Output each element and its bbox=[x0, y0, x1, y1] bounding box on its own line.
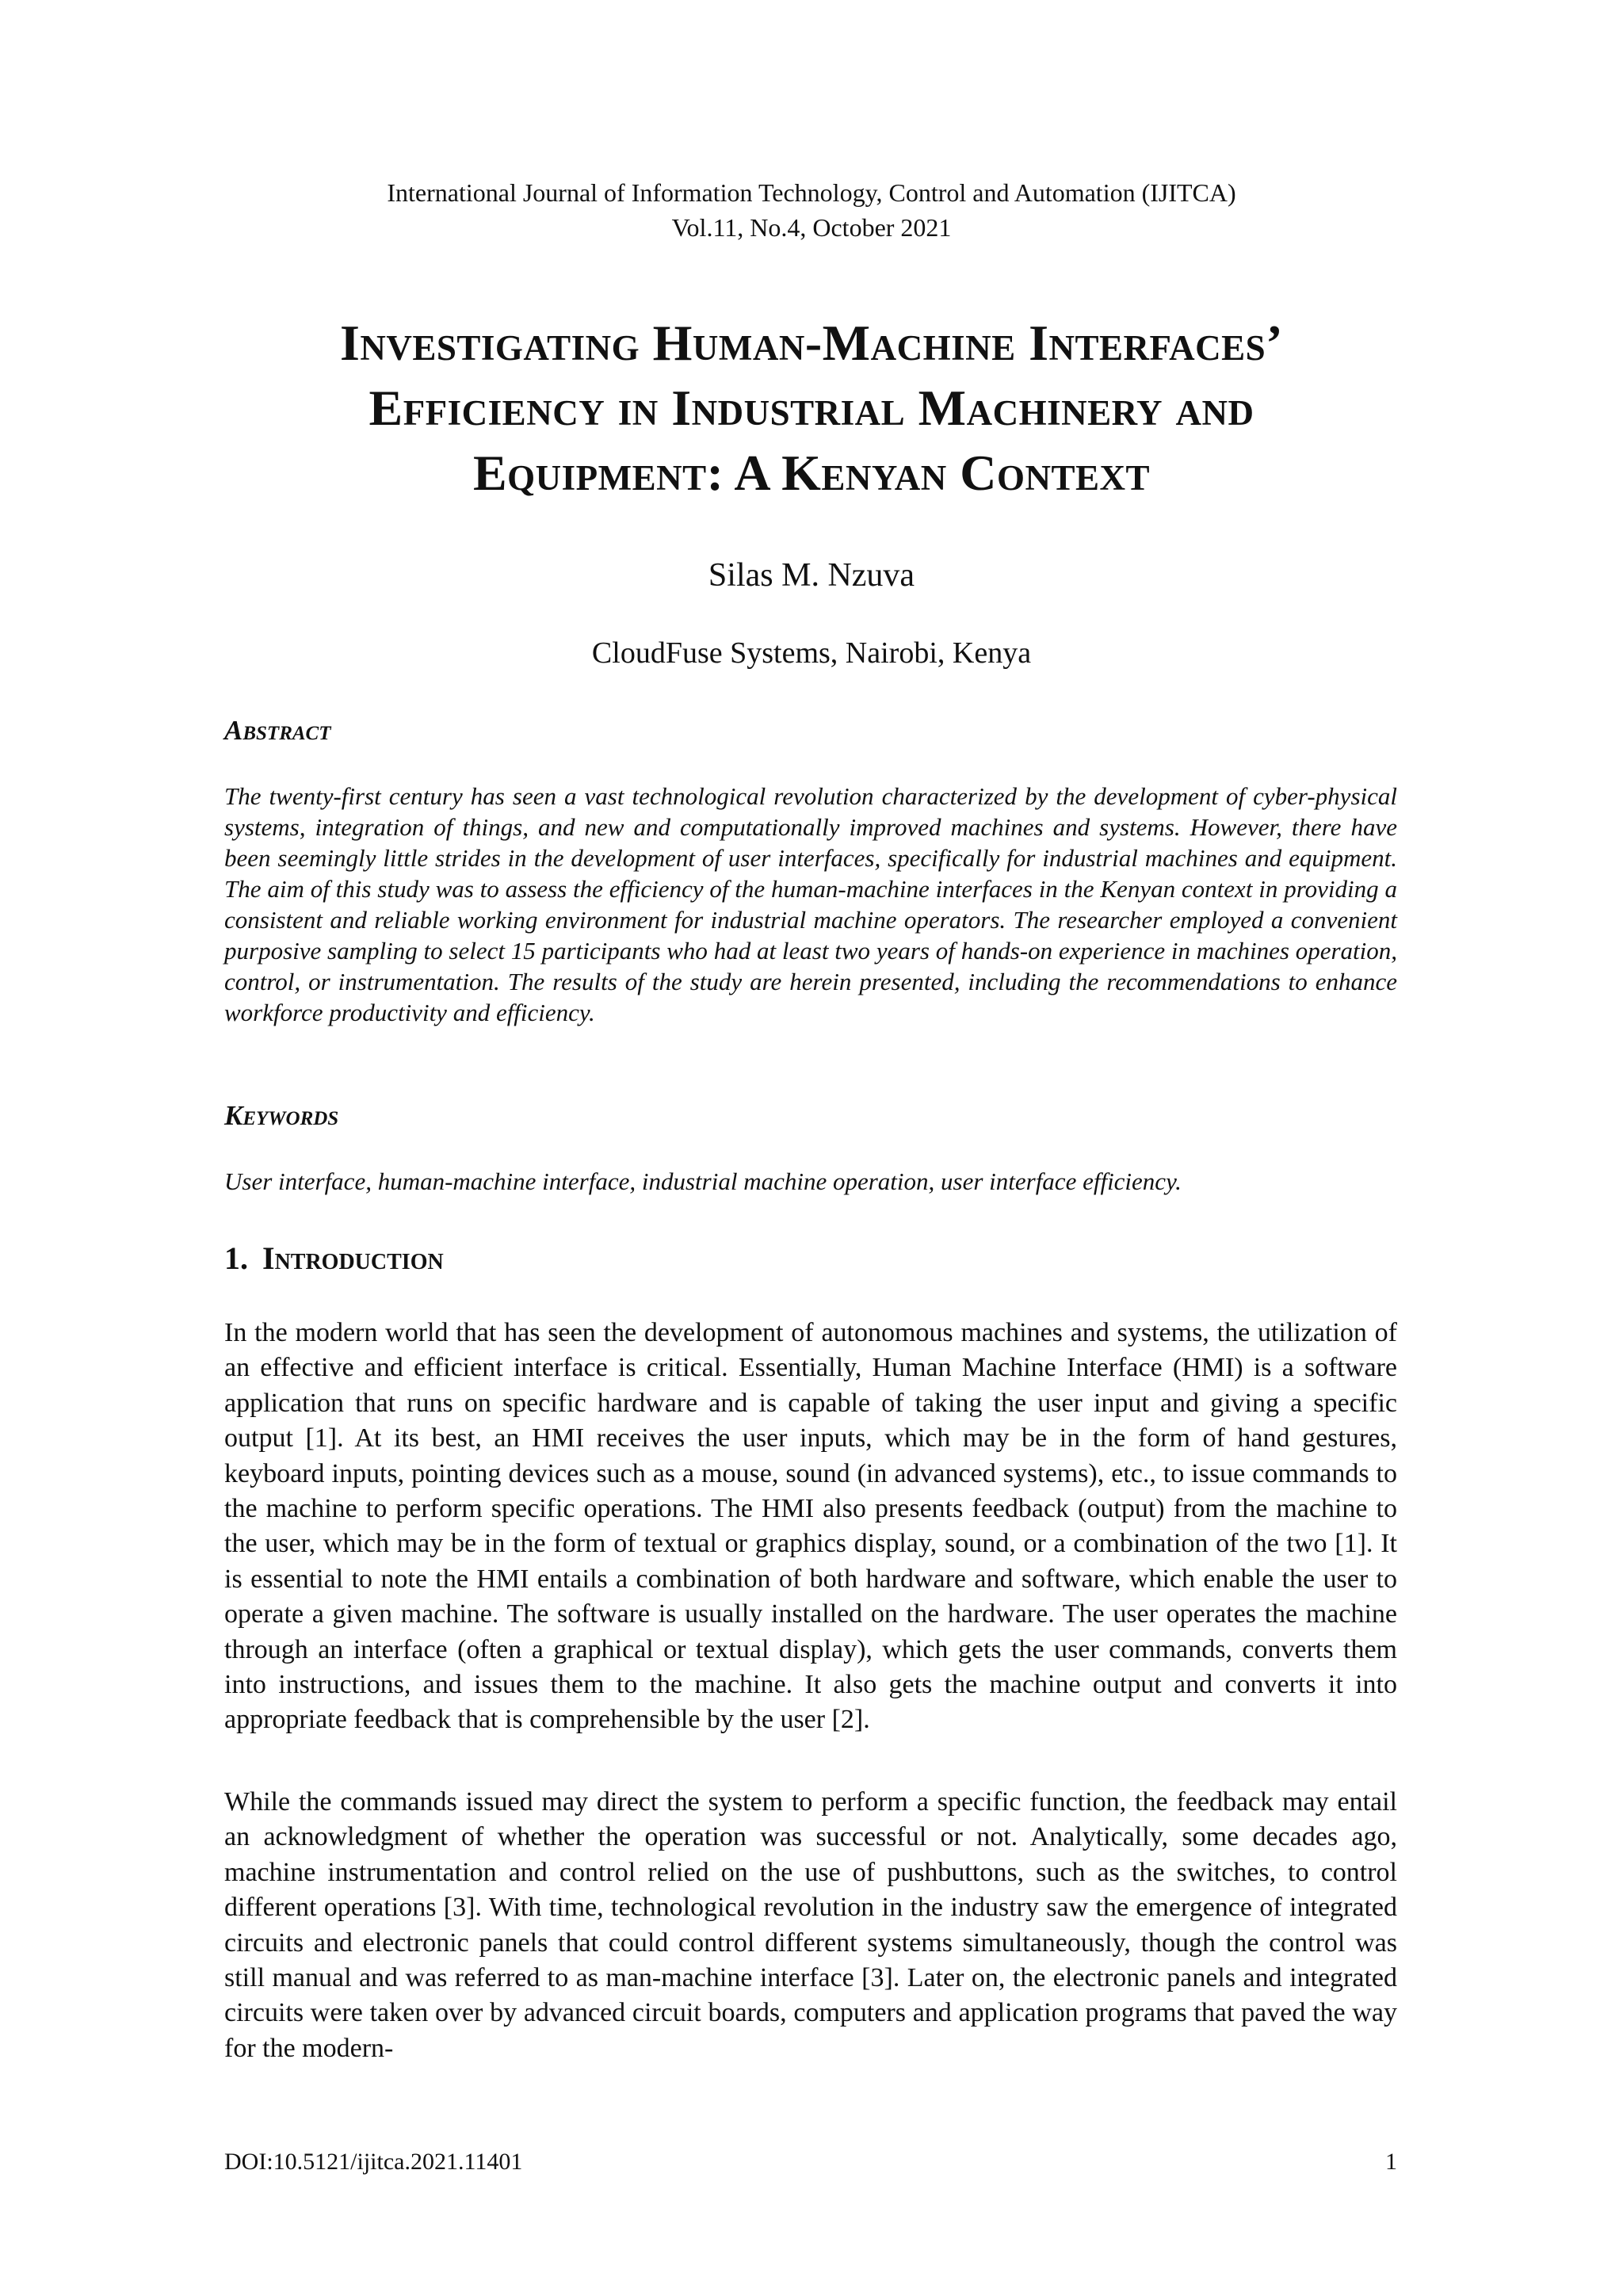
abstract-text: The twenty-first century has seen a vast technological revolution characterized by the development of cyber-physical systems, integration of things, and new and computationally improved machines and systems. However, there have been seemingly little strides in the development of user interfaces, specifically for industrial machines and equipment. The aim of this study was to assess the efficiency of the human-machine interfaces in the Kenyan context in providing a consistent and reliable working environment for industrial machine operators. The researcher employed a convenient purposive sampling to select 15 participants who had at least two years of hands-on experience in machines operation, control, or instrumentation. The results of the study are herein presented, including the recommendations to enhance workforce productivity and efficiency. bbox=[224, 782, 1397, 1026]
title-line-2: Efficiency in Industrial Machinery and bbox=[369, 380, 1254, 436]
author-name: Silas M. Nzuva bbox=[708, 557, 915, 594]
footer-doi: DOI:10.5121/ijitca.2021.11401 bbox=[224, 2149, 523, 2175]
paper-title bbox=[127, 311, 1496, 506]
body-paragraph-1: In the modern world that has seen the development of autonomous machines and systems, the utilization of an effective and efficient interface is critical. Essentially, Human Machine Interface (HMI) is a software application that runs on specific hardware and is capable of taking the user input and giving a specific output [1]. At its best, an HMI receives the user inputs, which may be in the form of hand gestures, keyboard inputs, pointing devices such as a mouse, sound (in advanced systems), etc., to issue commands to the machine to perform specific operations. The HMI also presents feedback (output) from the machine to the user, which may be in the form of textual or graphics display, sound, or a combination of the two [1]. It is essential to note the HMI entails a combination of both hardware and software, which enable the user to operate a given machine. The software is usually installed on the hardware. The user operates the machine through an interface (often a graphical or textual display), which gets the user commands, converts them into instructions, and issues them to the machine. It also gets the machine output and converts it into appropriate feedback that is comprehensible by the user [2]. bbox=[224, 1318, 1397, 1735]
journal-header bbox=[0, 175, 1623, 245]
section-number: 1. bbox=[224, 1240, 248, 1276]
abstract-heading: Abstract bbox=[224, 715, 331, 746]
body-paragraph-2: While the commands issued may direct the system to perform a specific function, the feedback may entail an acknowledgment of whether the operation was successful or not. Analytically, some decades ago, machine instrumentation and control relied on the use of pushbuttons, such as the switches, to control different operations [3]. With time, technological revolution in the industry saw the emergence of integrated circuits and electronic panels that could control different systems simultaneously, though the control was still manual and was referred to as man-machine interface [3]. Later on, the electronic panels and integrated circuits were taken over by advanced circuit boards, computers and application programs that paved the way for the modern- bbox=[224, 1787, 1397, 2063]
keywords-text: User interface, human-machine interface, industrial machine operation, user interface efficiency. bbox=[224, 1167, 1182, 1195]
author-affiliation: CloudFuse Systems, Nairobi, Kenya bbox=[591, 636, 1032, 670]
title-line-3: Equipment: A Kenyan Context bbox=[472, 445, 1151, 501]
section-title: Introduction bbox=[262, 1240, 444, 1276]
keywords-heading: Keywords bbox=[224, 1100, 339, 1131]
section-heading-introduction bbox=[224, 1239, 444, 1278]
journal-name: International Journal of Information Technology, Control and Automation (IJITCA) bbox=[387, 178, 1236, 207]
page-number: 1 bbox=[1385, 2149, 1397, 2175]
title-line-1: Investigating Human-Machine Interfaces’ bbox=[339, 315, 1284, 371]
journal-issue: Vol.11, No.4, October 2021 bbox=[671, 213, 952, 242]
